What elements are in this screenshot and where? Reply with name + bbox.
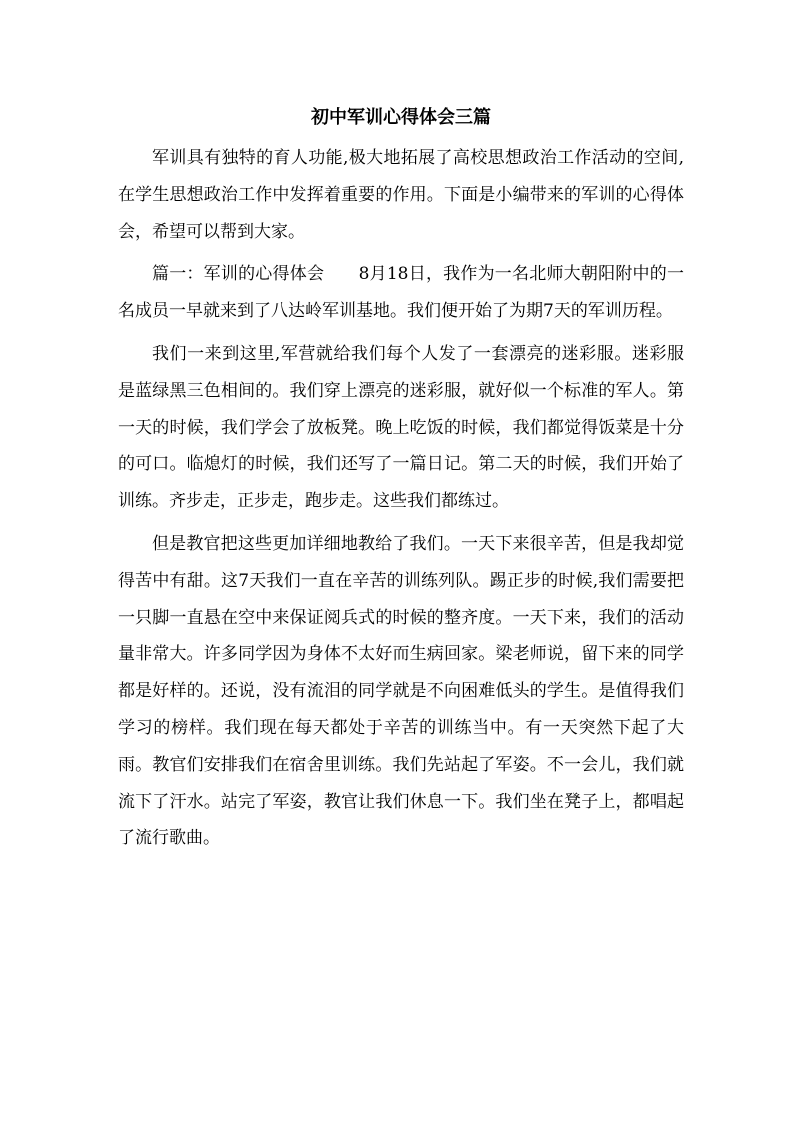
paragraph-uniform: 我们一来到这里,军营就给我们每个人发了一套漂亮的迷彩服。迷彩服是蓝绿黑三色相间的。我们穿上漂亮的迷彩服，就好似一个标准的军人。第一天的时候，我们学会了放板凳。晚上吃饭的时候，我们都觉得饭菜是十分的可口。临熄灯的时候，我们还写了一篇日记。第二天的时候，我们开始了训练。齐步走，正步走，跑步走。这些我们都练过。 — [118, 343, 684, 512]
document-page — [118, 100, 684, 857]
paragraph-part-one: 篇一：军训的心得体会 8月18日，我作为一名北师大朝阳附中的一名成员一早就来到了八达岭军训基地。我们便开始了为期7天的军训历程。 — [118, 264, 684, 322]
paragraph-training: 但是教官把这些更加详细地教给了我们。一天下来很辛苦，但是我却觉得苦中有甜。这7天我们一直在辛苦的训练列队。踢正步的时候,我们需要把一只脚一直悬在空中来保证阅兵式的时候的整齐度。一天下来，我们的活动量非常大。许多同学因为身体不太好而生病回家。梁老师说，留下来的同学都是好样的。还说，没有流泪的同学就是不向困难低头的学生。是值得我们学习的榜样。我们现在每天都处于辛苦的训练当中。有一天突然下起了大雨。教官们安排我们在宿舍里训练。我们先站起了军姿。不一会儿，我们就流下了汗水。站完了军姿，教官让我们休息一下。我们坐在凳子上，都唱起了流行歌曲。 — [118, 533, 684, 849]
document-title: 初中军训心得体会三篇 — [311, 107, 491, 128]
paragraph-intro: 军训具有独特的育人功能,极大地拓展了高校思想政治工作活动的空间,在学生思想政治工作中发挥着重要的作用。下面是小编带来的军训的心得体会，希望可以帮到大家。 — [118, 148, 684, 242]
